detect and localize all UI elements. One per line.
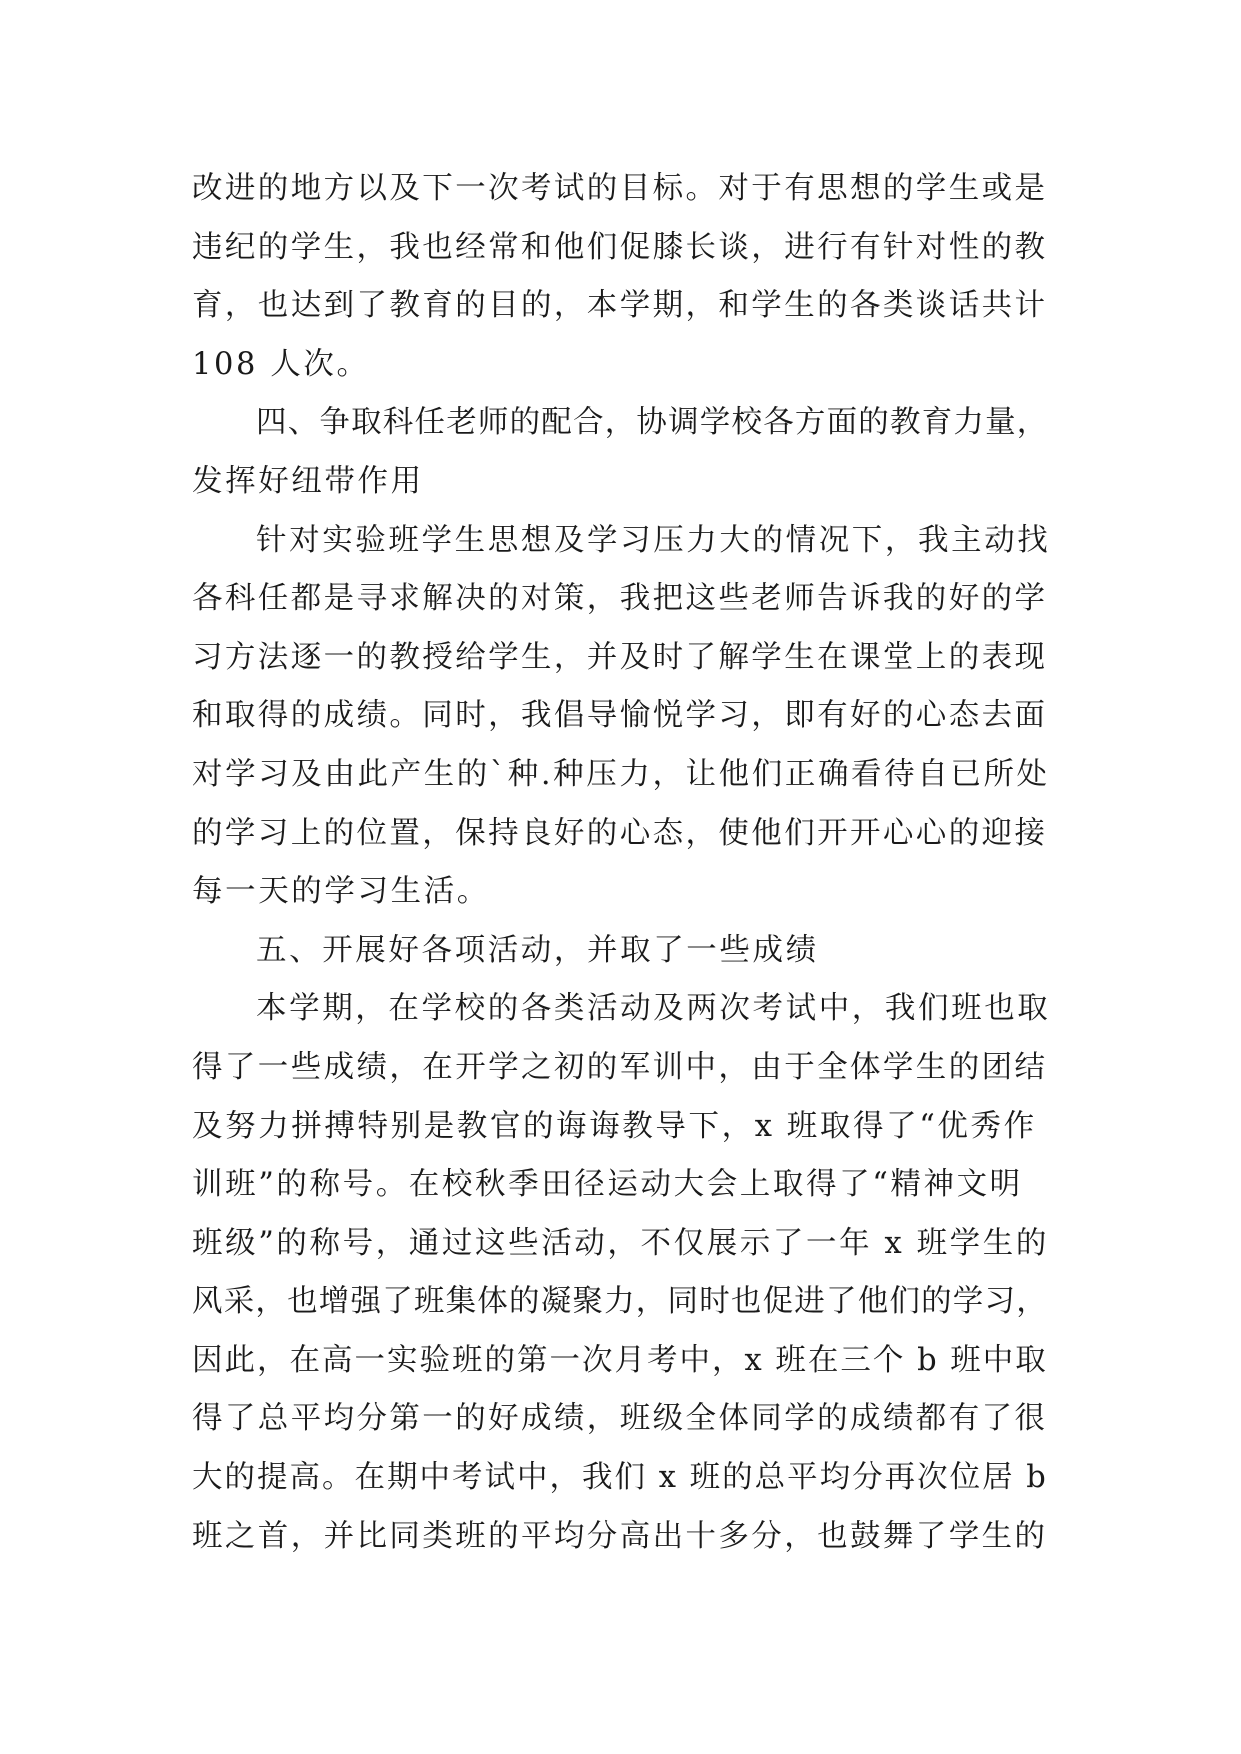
- text-line: 违纪的学生，我也经常和他们促膝长谈，进行有针对性的教: [192, 229, 1048, 265]
- text-line: 及努力拼搏特别是教官的诲诲教导下，x 班取得了“优秀作: [192, 1108, 1037, 1144]
- section-heading-5: 五、开展好各项活动，并取了一些成绩: [256, 932, 819, 968]
- text-line: 108 人次。: [192, 346, 370, 382]
- section-heading-4: 四、争取科任老师的配合，协调学校各方面的教育力量，: [256, 405, 1049, 441]
- text-line: 每一天的学习生活。: [192, 874, 490, 910]
- text-line: 各科任都是寻求解决的对策，我把这些老师告诉我的好的学: [192, 581, 1048, 617]
- body-text: [192, 160, 1052, 1566]
- text-line: 对学习及由此产生的`种.种压力，让他们正确看待自已所处: [192, 756, 1050, 792]
- section-heading-4-cont: 发挥好纽带作用: [192, 463, 424, 499]
- text-line: 训班”的称号。在校秋季田径运动大会上取得了“精神文明: [192, 1167, 1023, 1203]
- text-line: 得了一些成绩，在开学之初的军训中，由于全体学生的团结: [192, 1049, 1048, 1085]
- text-line: 育，也达到了教育的目的，本学期，和学生的各类谈话共计: [192, 288, 1048, 324]
- text-line: 习方法逐一的教授给学生，并及时了解学生在课堂上的表现: [192, 639, 1048, 675]
- text-line: 大的提高。在期中考试中，我们 x 班的总平均分再次位居 b: [192, 1460, 1048, 1496]
- text-line: 的学习上的位置，保持良好的心态，使他们开开心心的迎接: [192, 815, 1048, 851]
- text-line: 得了总平均分第一的好成绩，班级全体同学的成绩都有了很: [192, 1401, 1048, 1437]
- text-line: 班级”的称号，通过这些活动，不仅展示了一年 x 班学生的: [192, 1225, 1049, 1261]
- text-line: 本学期，在学校的各类活动及两次考试中，我们班也取: [256, 991, 1051, 1027]
- text-line: 和取得的成绩。同时，我倡导愉悦学习，即有好的心态去面: [192, 698, 1048, 734]
- text-line: 风采，也增强了班集体的凝聚力，同时也促进了他们的学习，: [192, 1284, 1048, 1320]
- text-line: 针对实验班学生思想及学习压力大的情况下，我主动找: [256, 522, 1051, 558]
- text-line: 改进的地方以及下一次考试的目标。对于有思想的学生或是: [192, 171, 1048, 206]
- text-line: 班之首，并比同类班的平均分高出十多分，也鼓舞了学生的: [192, 1518, 1048, 1554]
- text-line: 因此，在高一实验班的第一次月考中，x 班在三个 b 班中取: [192, 1342, 1048, 1378]
